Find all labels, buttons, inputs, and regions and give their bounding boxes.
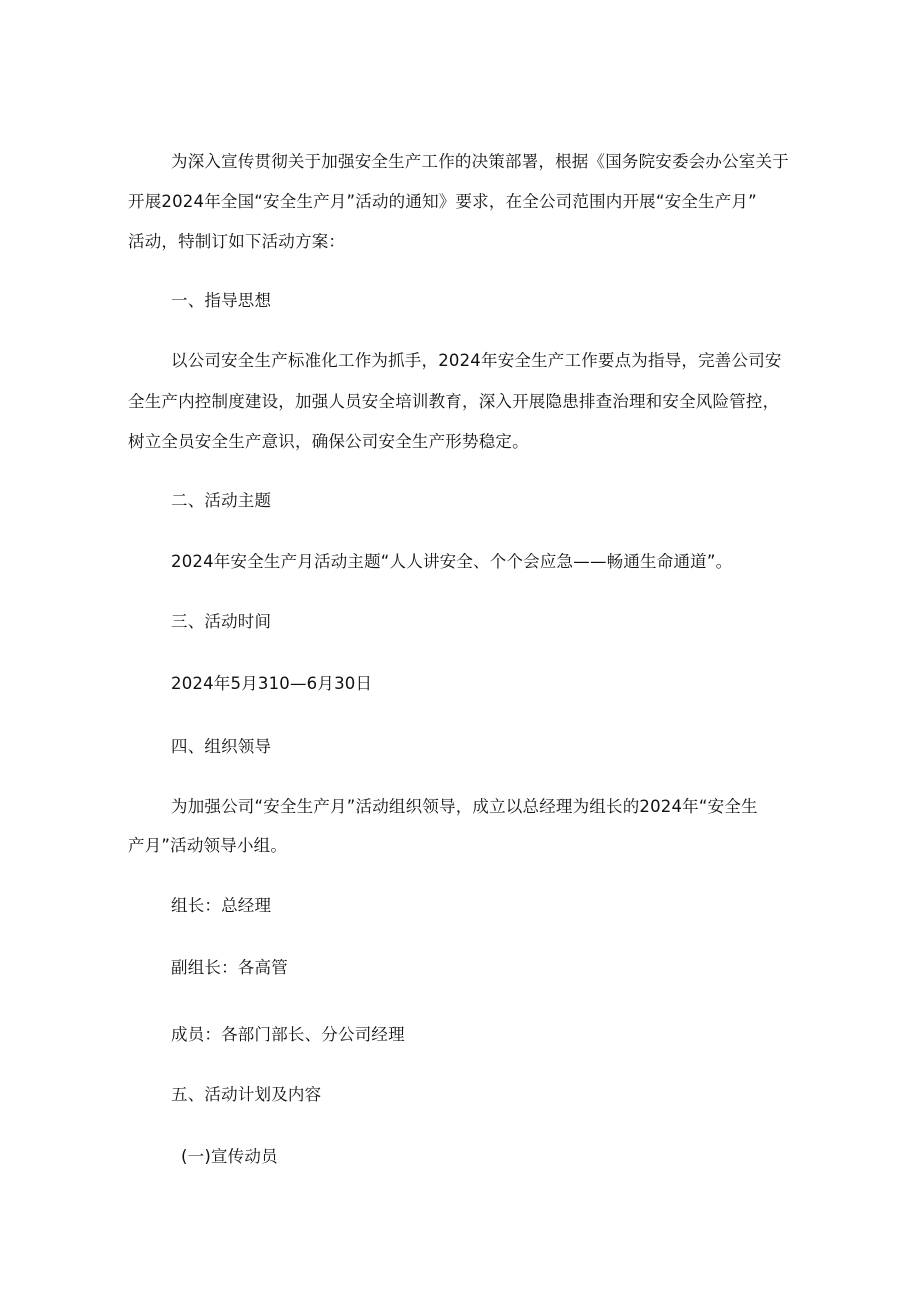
guiding-ideology-line-3: 树立全员安全生产意识，确保公司安全生产形势稳定。 <box>128 432 529 451</box>
members-line: 成员：各部门部长、分公司经理 <box>171 1025 405 1044</box>
section-heading-guiding-ideology: 一、指导思想 <box>171 291 272 310</box>
section-heading-activity-time: 三、活动时间 <box>171 612 272 631</box>
group-leader-line: 组长：总经理 <box>171 896 272 915</box>
organization-paragraph-line-2: 产月”活动领导小组。 <box>128 836 288 855</box>
intro-paragraph-line-2: 开展2024年全国“安全生产月”活动的通知》要求，在全公司范围内开展“安全生产月” <box>128 192 757 211</box>
activity-theme-text: 2024年安全生产月活动主题“人人讲安全、个个会应急——畅通生命通道”。 <box>171 552 733 571</box>
organization-paragraph-line-1: 为加强公司“安全生产月”活动组织领导，成立以总经理为组长的2024年“安全生 <box>171 797 758 816</box>
guiding-ideology-line-1: 以公司安全生产标准化工作为抓手，2024年安全生产工作要点为指导，完善公司安 <box>171 351 782 370</box>
guiding-ideology-line-2: 全生产内控制度建设，加强人员安全培训教育，深入开展隐患排查治理和安全风险管控， <box>128 392 780 411</box>
section-heading-activity-plan: 五、活动计划及内容 <box>171 1085 322 1104</box>
intro-paragraph-line-1: 为深入宣传贯彻关于加强安全生产工作的决策部署，根据《国务院安委会办公室关于 <box>171 152 789 171</box>
deputy-leader-line: 副组长：各高管 <box>171 958 288 977</box>
section-heading-organization: 四、组织领导 <box>171 737 272 756</box>
intro-paragraph-line-3: 活动，特制订如下活动方案： <box>128 232 346 251</box>
section-heading-activity-theme: 二、活动主题 <box>171 491 272 510</box>
activity-time-text: 2024年5月310—6月30日 <box>171 674 373 693</box>
subsection-heading-publicity: (一)宣传动员 <box>181 1147 278 1166</box>
